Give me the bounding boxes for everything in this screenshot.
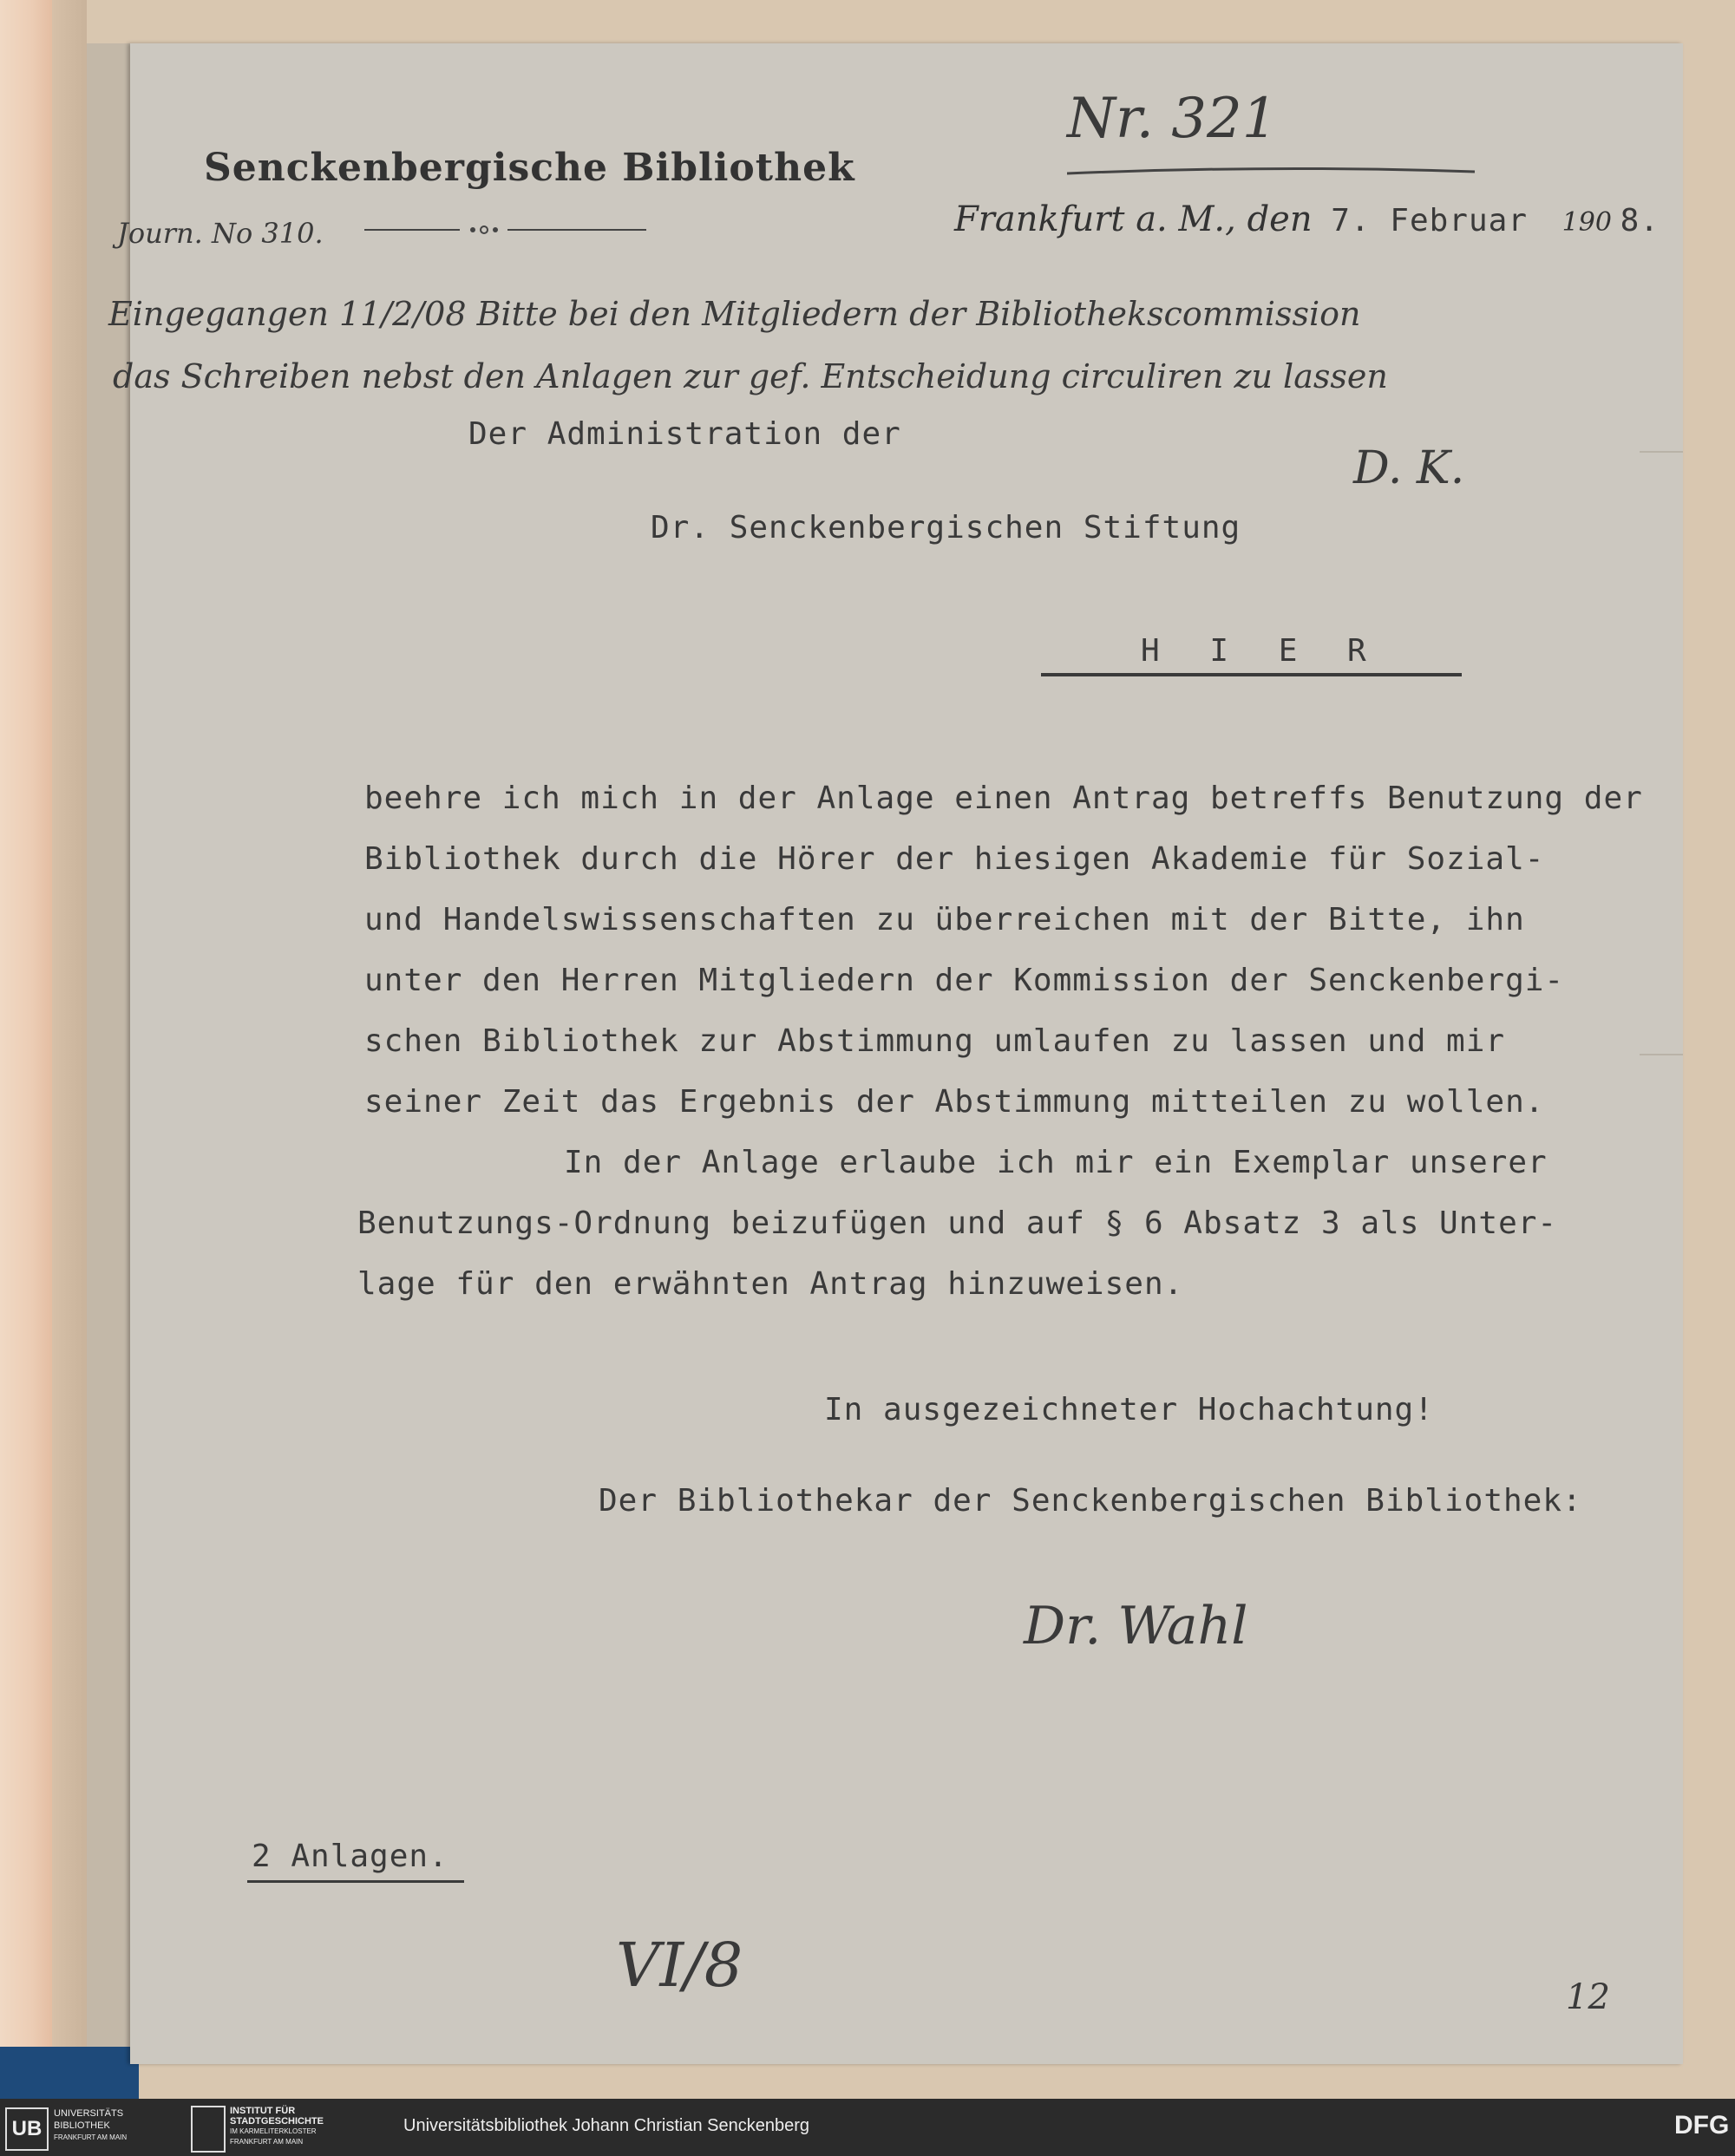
isg-logo-icon [191,2106,226,2153]
closing-greeting: In ausgezeichneter Hochachtung! [824,1392,1434,1428]
isg-logo-line: IM KARMELITERKLOSTER [230,2127,317,2135]
sheet-fold [1640,451,1683,453]
body-line: schen Bibliothek zur Abstimmung umlaufen zu lassen und mir [364,1023,1506,1059]
address-underline [1041,673,1462,676]
signature: Dr. Wahl [1024,1596,1248,1656]
body-line: unter den Herren Mitgliedern der Kommission der Senckenbergi- [364,963,1565,998]
closing-title: Der Bibliothekar der Senckenbergischen Bibliothek: [599,1483,1582,1519]
handwritten-date: VI/8 [616,1930,743,2001]
binder-edge [52,0,87,2099]
isg-logo-line: INSTITUT FÜR [230,2106,296,2116]
page-number: 12 [1566,1977,1610,2017]
handwritten-note-line2: das Schreiben nebst den Anlagen zur gef. Entscheidung circuliren zu lassen [113,357,1388,395]
address-line1: Der Administration der [468,416,901,452]
file-number: Nr. 321 [1067,87,1278,151]
dfg-logo: DFG [1674,2111,1730,2140]
isg-logo-text [230,2106,324,2147]
ub-logo-line: FRANKFURT AM MAIN [54,2133,128,2141]
address-line2: Dr. Senckenbergischen Stiftung [651,510,1241,546]
place-date [954,199,1660,239]
body-line: Bibliothek durch die Hörer der hiesigen Akademie für Sozial- [364,841,1545,877]
letter-sheet [108,43,1683,2064]
body-line: seiner Zeit das Ergebnis der Abstimmung mitteilen zu wollen. [364,1084,1545,1120]
ub-logo-text [54,2107,127,2144]
file-number-underline [1067,165,1483,182]
binder-page [0,0,52,2099]
letterhead-institution: Senckenbergische Bibliothek [204,146,855,190]
body-line: In der Anlage erlaube ich mir ein Exemplar unserer [564,1145,1548,1180]
handwritten-note-line1: Eingegangen 11/2/08 Bitte bei den Mitgliedern der Bibliothekscommission [108,295,1361,333]
isg-logo-line: STADTGESCHICHTE [230,2116,324,2127]
year-prefix: 190 [1562,207,1612,238]
ub-logo-line: BIBLIOTHEK [54,2120,110,2131]
body-line: beehre ich mich in der Anlage einen Antrag betreffs Benutzung der [364,781,1643,816]
year-suffix: 8. [1620,203,1660,238]
place-label: Frankfurt a. M., den [954,199,1313,239]
folder-cover-blue [0,2047,139,2099]
date: 7. Februar [1331,203,1529,238]
body-line: lage für den erwähnten Antrag hinzuweisen. [357,1266,1184,1302]
enclosures-underline [247,1880,464,1883]
footer-bar [0,2099,1735,2156]
address-line3: H I E R [1141,633,1382,669]
body-line: und Handelswissenschaften zu überreichen mit der Bitte, ihn [364,902,1525,938]
ub-logo-icon: UB [5,2107,49,2151]
ub-logo-line: UNIVERSITÄTS [54,2108,124,2119]
footer-credit: Universitätsbibliothek Johann Christian Senckenberg [403,2116,810,2135]
isg-logo-line: FRANKFURT AM MAIN [230,2138,304,2146]
body-line: Benutzungs-Ordnung beizufügen und auf § 6 Absatz 3 als Unter- [357,1205,1558,1241]
journal-number: Journ. No 310. [117,217,324,250]
handwritten-initials: D. K. [1353,442,1465,494]
sheet-fold [1640,1054,1683,1055]
enclosures: 2 Anlagen. [252,1839,448,1874]
journal-rule [364,221,651,238]
